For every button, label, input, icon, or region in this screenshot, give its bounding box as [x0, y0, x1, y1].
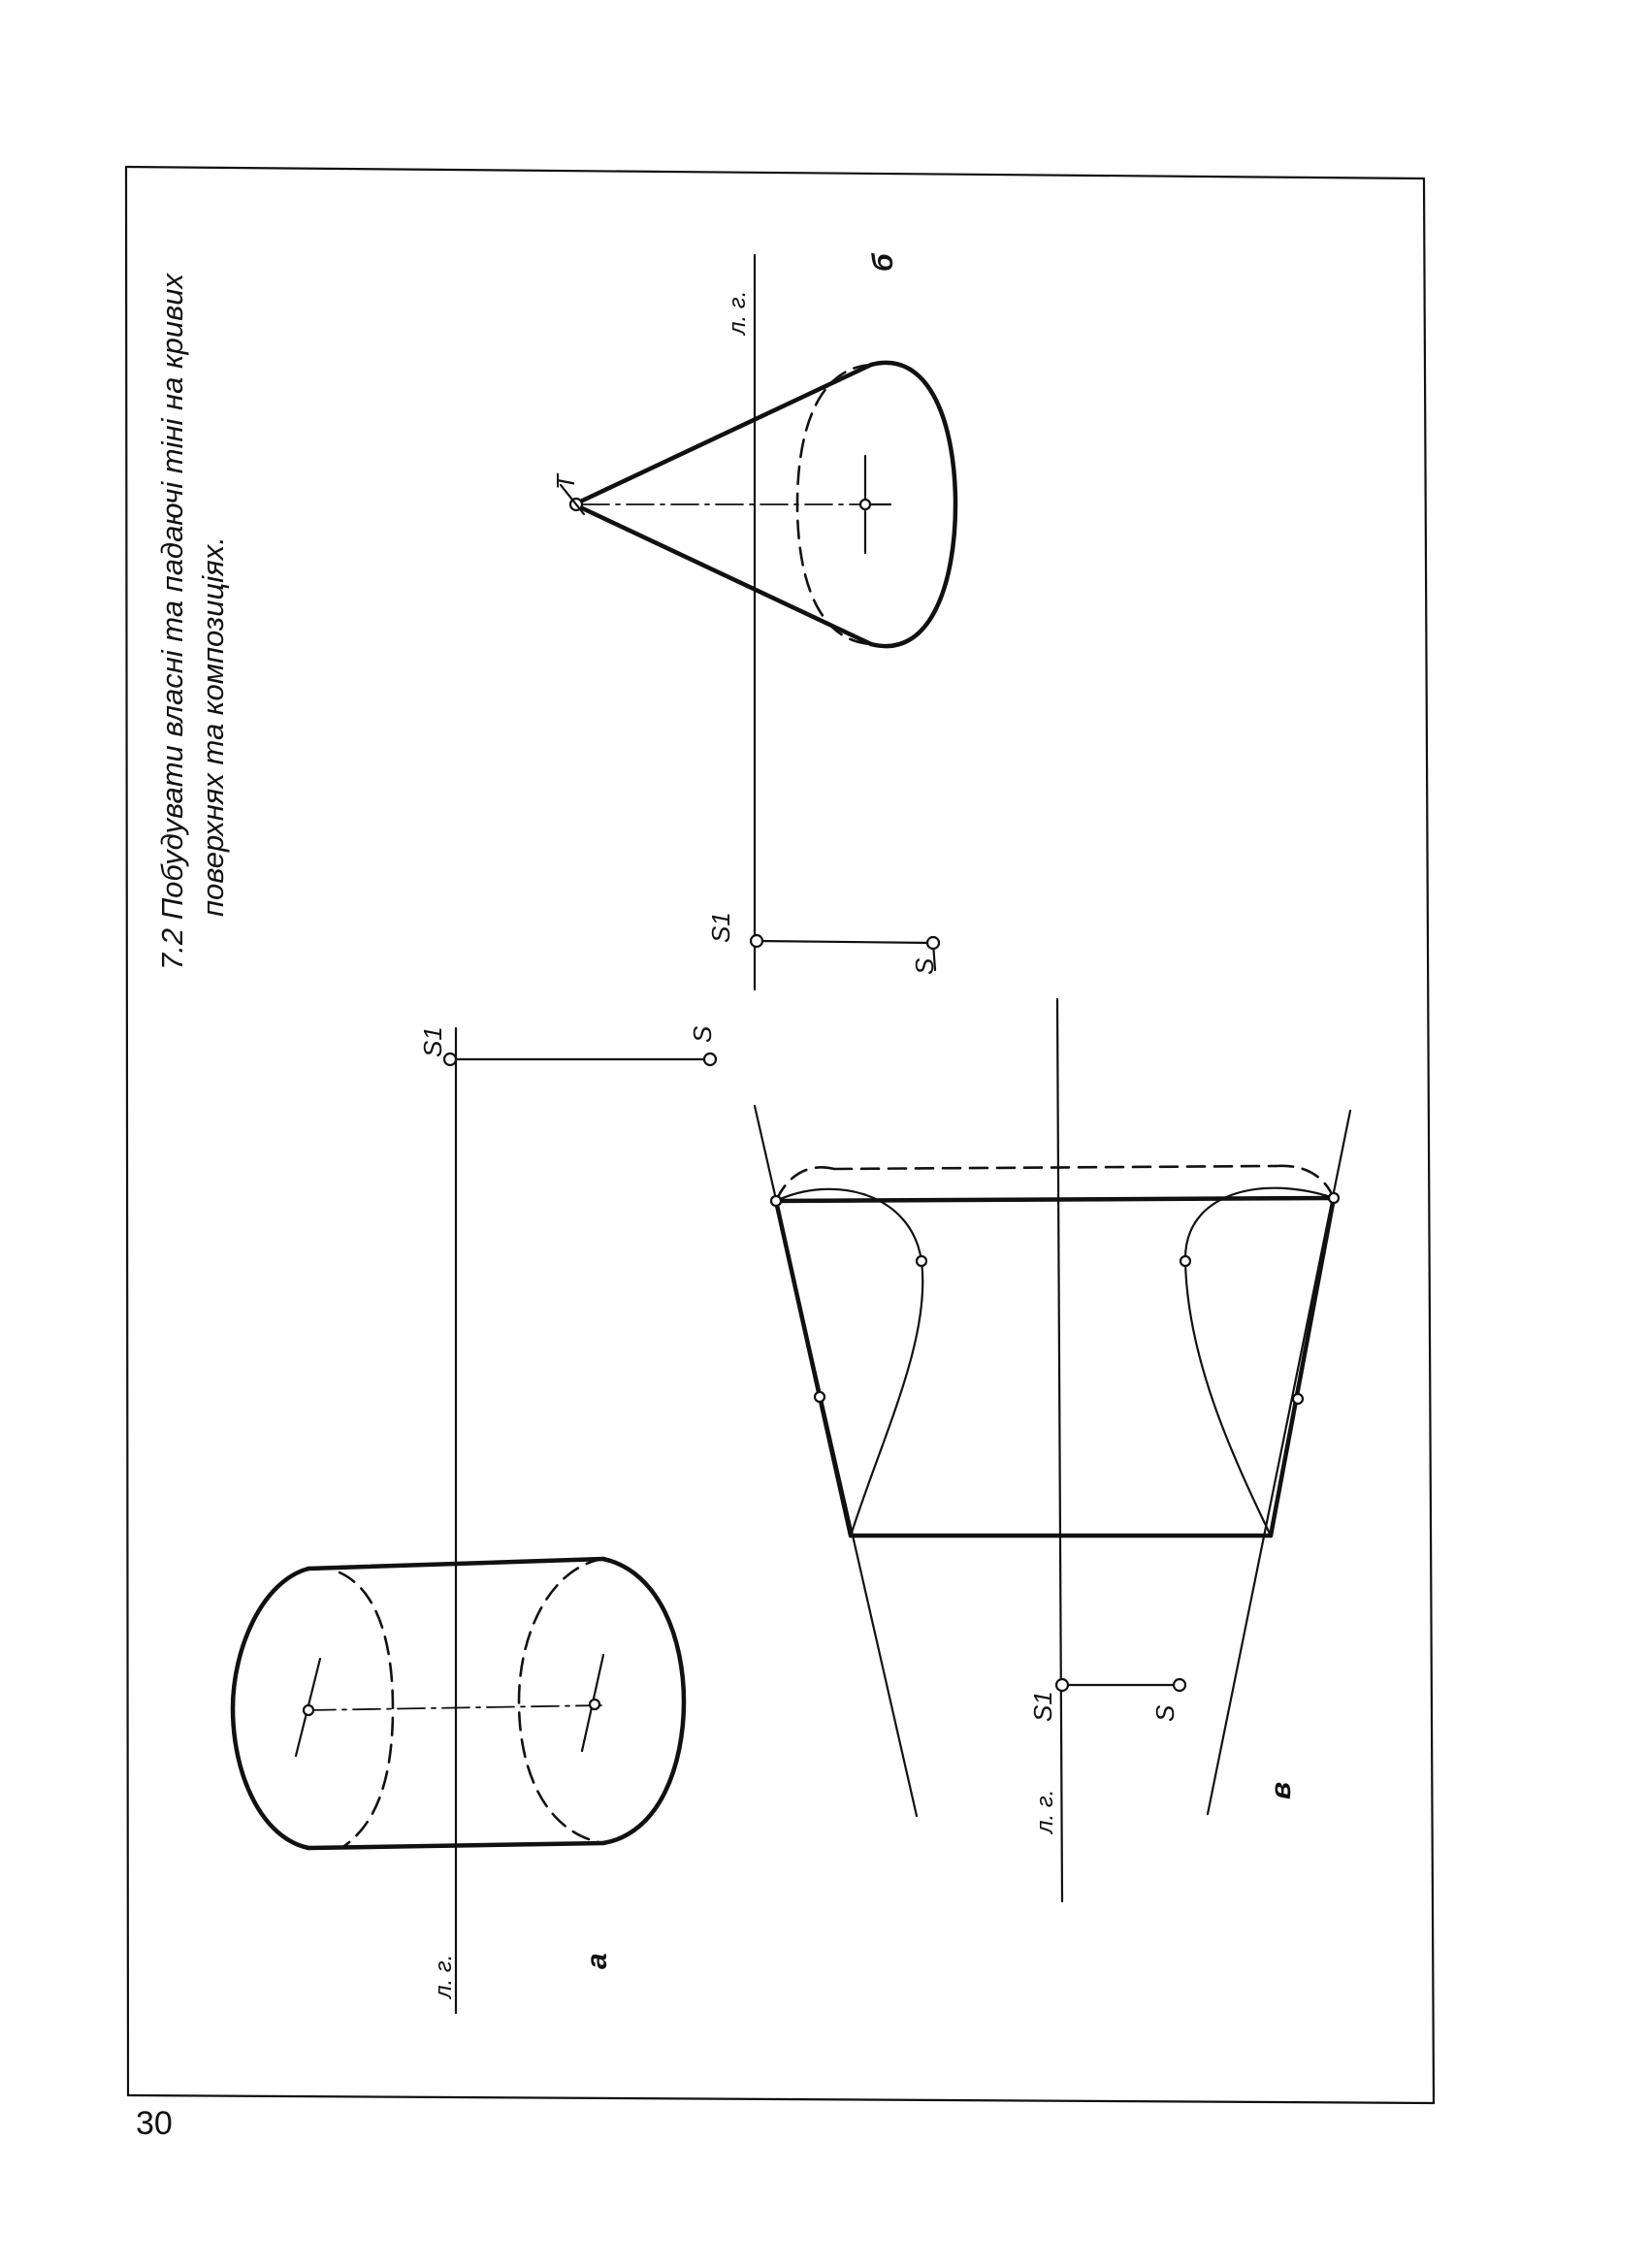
- figure-b-ground-label: л. г.: [725, 290, 751, 335]
- figure-c-letter: в: [1265, 1781, 1297, 1799]
- figure-c-s-label: S: [1150, 1704, 1180, 1722]
- figure-c-s1-point: [1056, 1679, 1068, 1691]
- figure-b-s1-label: S1: [706, 912, 735, 943]
- figure-a-ground-label: л. г.: [431, 1954, 457, 1998]
- figure-b-s1-point: [751, 935, 762, 947]
- task-title-line2: поверхнях та композиціях.: [196, 536, 230, 917]
- figure-b-s-label: S: [910, 957, 939, 975]
- page-frame: [126, 167, 1434, 2103]
- page-number: 30: [136, 2105, 173, 2142]
- figure-a-letter: а: [581, 1953, 613, 1969]
- figure-a-cylinder: [233, 1025, 717, 2013]
- figure-a-s-label: S: [688, 1025, 717, 1043]
- figure-b-apex-label: T: [551, 474, 580, 490]
- figure-a-s-point: [704, 1053, 716, 1065]
- figure-b-cone: [551, 252, 955, 989]
- figure-a-s1-label: S1: [418, 1026, 447, 1057]
- figure-b-s-point: [927, 937, 939, 949]
- figure-c-ground-label: л. г.: [1032, 1789, 1058, 1833]
- figure-c-ground-line: [1057, 999, 1062, 1901]
- figure-b-letter: б: [867, 253, 899, 272]
- figure-c-s1-label: S1: [1028, 1691, 1057, 1722]
- figure-c-composition: [755, 999, 1350, 1901]
- figure-c-s-point: [1174, 1679, 1185, 1691]
- task-title-line1: 7.2 Побудувати власні та падаючі тіні на кривих: [155, 274, 189, 970]
